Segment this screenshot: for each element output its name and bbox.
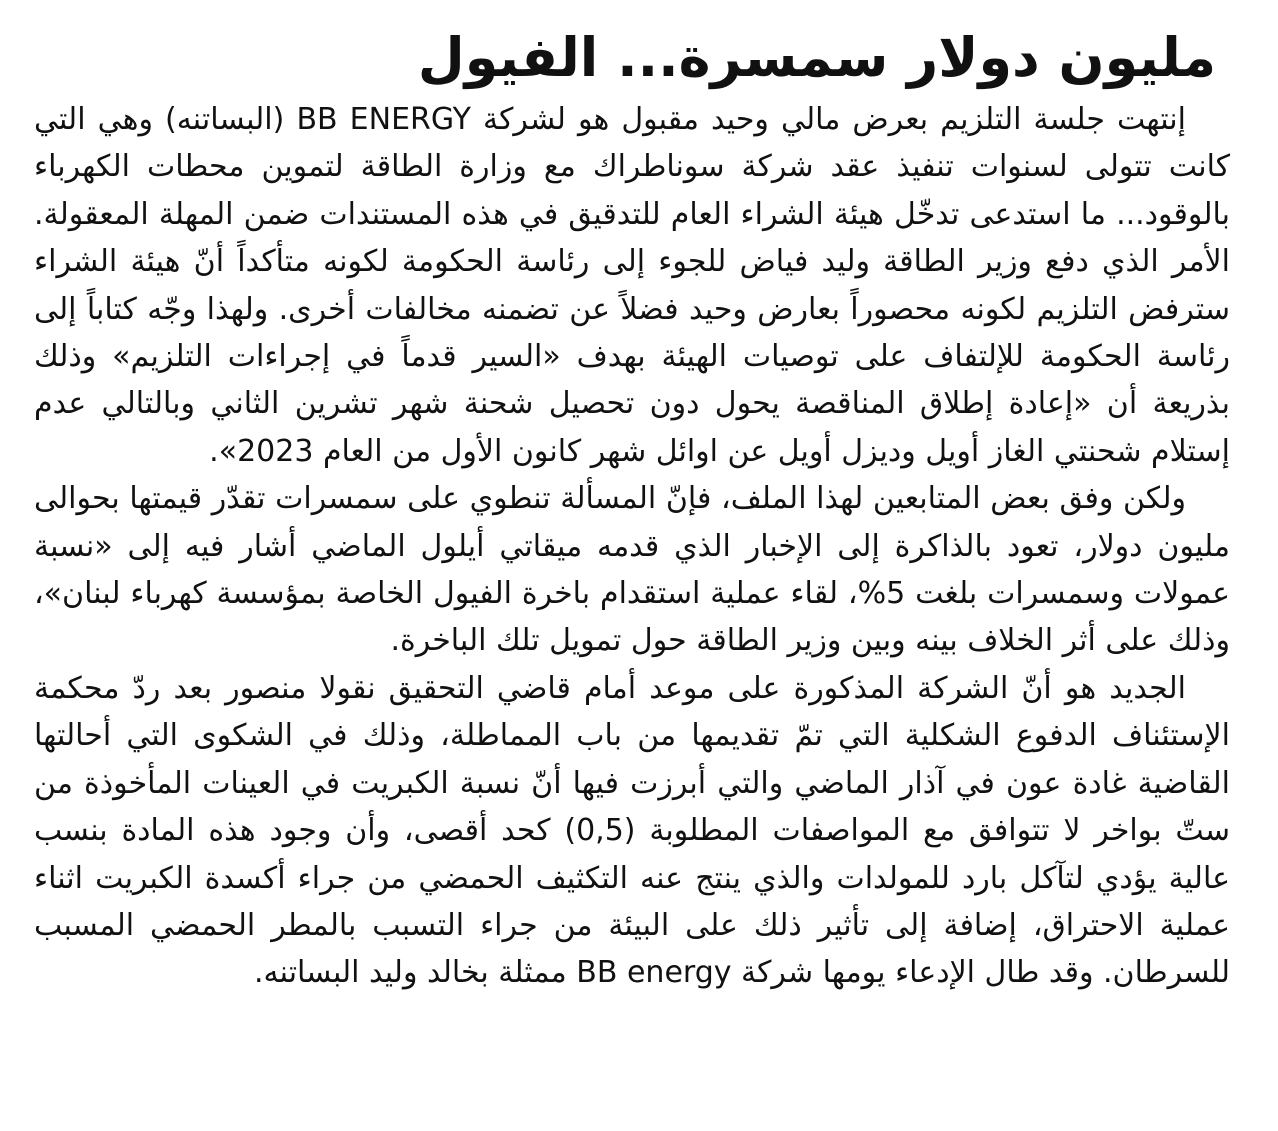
- article-paragraph-1: إنتهت جلسة التلزيم بعرض مالي وحيد مقبول هو لشركة BB ENERGY (البساتنه) وهي التي كانت تتولى لسنوات تنفيذ عقد شركة سوناطراك مع وزارة الطاقة لتموين محطات الكهرباء بالوقود... ما استدعى تدخّل هيئة الشراء العام للتدقيق في هذه المستندات ضمن المهلة المعقولة. الأمر الذي دفع وزير الطاقة وليد فياض للجوء إلى رئاسة الحكومة لكونه متأكداً أنّ هيئة الشراء سترفض التلزيم لكونه محصوراً بعارض وحيد فضلاً عن تضمنه مخالفات أخرى. ولهذا وجّه كتاباً إلى رئاسة الحكومة للإلتفاف على توصيات الهيئة بهدف «السير قدماً في إجراءات التلزيم» وذلك بذريعة أن «إعادة إطلاق المناقصة يحول دون تحصيل شحنة شهر تشرين الثاني وبالتالي عدم إستلام شحنتي الغاز أويل وديزل أويل عن اوائل شهر كانون الأول من العام 2023».: [34, 102, 1230, 469]
- article-paragraph-2: ولكن وفق بعض المتابعين لهذا الملف، فإنّ المسألة تنطوي على سمسرات تقدّر قيمتها بحوالى مليون دولار، تعود بالذاكرة إلى الإخبار الذي قدمه ميقاتي أيلول الماضي أشار فيه إلى «نسبة عمولات وسمسرات بلغت 5%، لقاء عملية استقدام باخرة الفيول الخاصة بمؤسسة كهرباء لبنان»، وذلك على أثر الخلاف بينه وبين وزير الطاقة حول تمويل تلك الباخرة.: [34, 481, 1230, 659]
- news-article: [34, 22, 1230, 997]
- article-paragraph-3: الجديد هو أنّ الشركة المذكورة على موعد أمام قاضي التحقيق نقولا منصور بعد ردّ محكمة الإستئناف الدفوع الشكلية التي تمّ تقديمها من باب المماطلة، وذلك في الشكوى التي أحالتها القاضية غادة عون في آذار الماضي والتي أبرزت فيها أنّ نسبة الكبريت في العينات المأخوذة من ستّ بواخر لا تتوافق مع المواصفات المطلوبة (0,5) كحد أقصى، وأن وجود هذه المادة بنسب عالية يؤدي لتآكل بارد للمولدات والذي ينتج عنه التكثيف الحمضي من جراء أكسدة الكبريت اثناء عملية الاحتراق، إضافة إلى تأثير ذلك على البيئة من جراء التسبب بالمطر الحمضي المسبب للسرطان. وقد طال الإدعاء يومها شركة BB energy ممثلة بخالد وليد البساتنه.: [34, 670, 1230, 991]
- article-headline: مليون دولار سمسرة... الفيول: [417, 26, 1216, 89]
- article-body: [34, 96, 1230, 997]
